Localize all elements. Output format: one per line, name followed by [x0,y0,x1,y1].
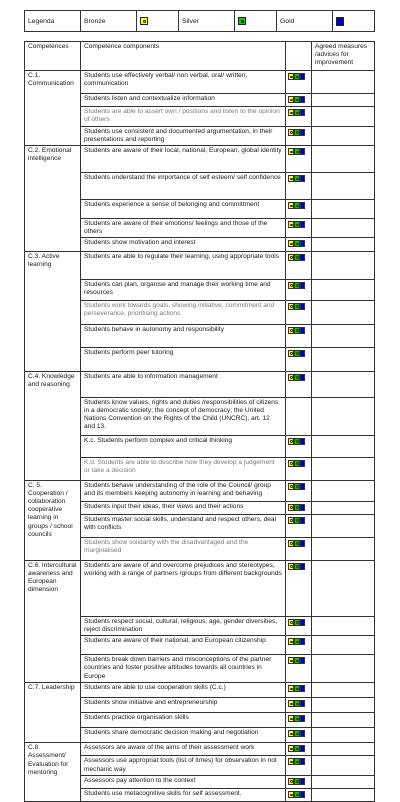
level-marker-icon[interactable] [288,148,305,155]
component-row: Students respect social, cultural, religious, age, gender diversities, reject discrimination [81,616,286,635]
measures-cell[interactable] [312,616,375,635]
level-marker-icon[interactable] [288,657,305,664]
competence-c6: C.6. Intercultural awareness and European dimension [25,560,81,682]
silver-marker-icon [238,17,246,25]
measures-cell[interactable] [312,251,375,279]
level-marker-icon[interactable] [288,715,305,722]
level-marker-icon[interactable] [288,460,305,467]
measures-cell[interactable] [312,457,375,480]
legend-gold-label: Gold [277,11,333,32]
component-row: Students are aware of their emotions/ feelings and those of the others [81,219,286,238]
level-marker-icon[interactable] [288,240,305,247]
component-row: Students behave understanding of the role of the Council/ group and its members keeping autonomy in learning and behaving [81,480,286,501]
component-row: Students show motivation and interest [81,238,286,251]
level-marker-icon[interactable] [288,73,305,80]
measures-cell[interactable] [312,347,375,371]
level-marker-icon[interactable] [288,700,305,707]
measures-cell[interactable] [312,501,375,514]
component-row: Students listen and contextualize information [81,94,286,107]
component-row: Students use consistent and documented argumentation, in their presentations and reporting [81,126,286,145]
measures-cell[interactable] [312,200,375,219]
level-marker-icon[interactable] [288,778,305,785]
component-row: Students are aware of their local, national, European, global identity [81,146,286,173]
level-marker-icon[interactable] [288,254,305,261]
component-row: K.c. Students perform complex and critical thinking [81,435,286,457]
measures-cell[interactable] [312,94,375,107]
level-marker-icon[interactable] [288,517,305,524]
legend-table [24,10,375,32]
component-row: Students are aware of their national, and European citizenship [81,636,286,655]
measures-cell[interactable] [312,789,375,802]
level-marker-icon[interactable] [288,327,305,334]
component-row: Students use metacognitive skills for self assessment. [81,789,286,802]
level-marker-icon[interactable] [288,619,305,626]
level-marker-icon[interactable] [288,129,305,136]
level-marker-icon[interactable] [288,685,305,692]
measures-cell[interactable] [312,107,375,126]
component-row: Students master social skills, understand and respect others, deal with conflicts [81,514,286,537]
measures-cell[interactable] [312,655,375,683]
component-row: Assessors pay attention to the context [81,775,286,788]
component-row: Students share democratic decision making and negotiation [81,728,286,743]
measures-cell[interactable] [312,636,375,655]
gold-marker-icon [336,17,344,26]
measures-cell[interactable] [312,300,375,324]
component-row: Students experience a sense of belonging and committment [81,200,286,219]
measures-cell[interactable] [312,397,375,435]
level-marker-icon[interactable] [288,109,305,116]
measures-cell[interactable] [312,324,375,347]
component-row: Students are aware of and overcome prejudices and stereotypes, working with a range of partners /groups from different backgrounds [81,560,286,616]
level-marker-icon[interactable] [288,282,305,289]
legend-silver-label: Silver [179,11,235,32]
component-row: Students work towards goals, showing initiative, commitment and perseverance, prioritising actions [81,300,286,324]
competence-table [24,41,375,802]
bronze-marker-icon [140,17,148,25]
component-row: Students behave in autonomy and responsibility [81,324,286,347]
level-marker-icon[interactable] [288,758,305,765]
component-row: Students are able to use cooperation skills (C.c.) [81,683,286,698]
level-marker-icon[interactable] [288,202,305,209]
measures-cell[interactable] [312,219,375,238]
competence-c2: C.2. Emotional intelligence [25,146,81,252]
competence-c3: C.3. Active learning [25,251,81,371]
header-measures: Agreed measures /advices for improvement [312,42,375,71]
measures-cell[interactable] [312,683,375,698]
component-row: K.d. Students are able to describe how they develop a judgement or take a decision [81,457,286,480]
measures-cell[interactable] [312,279,375,300]
component-row: Students show solidarity with the disadvantaged and the marginalised [81,537,286,560]
measures-cell[interactable] [312,238,375,251]
measures-cell[interactable] [312,756,375,775]
measures-cell[interactable] [312,537,375,560]
component-row: Students perform peer tutoring [81,347,286,371]
component-row: Students understand the importance of self esteem/ self confidence [81,173,286,200]
level-marker-icon[interactable] [288,638,305,645]
level-marker-icon[interactable] [288,374,305,381]
measures-cell[interactable] [312,480,375,501]
level-marker-icon[interactable] [288,438,305,445]
component-row: Students are able to assert own / positions and listen to the opinion of others [81,107,286,126]
level-marker-icon[interactable] [288,483,305,490]
measures-cell[interactable] [312,728,375,743]
component-row: Students are able to regulate their learning, using appropriate tools [81,251,286,279]
measures-cell[interactable] [312,713,375,728]
level-marker-icon[interactable] [288,221,305,228]
measures-cell[interactable] [312,173,375,200]
level-marker-icon[interactable] [288,303,305,310]
legend-label: Legenda [25,11,81,32]
level-marker-icon[interactable] [288,563,305,570]
component-row: Students can plan, organise and manage their working time and resources [81,279,286,300]
competence-c5: C. 5. Cooperation / collaboration cooperative learning in groups / school councils [25,480,81,560]
competence-c8: C.8. Assessment/ Evaluation for mentoring [25,743,81,802]
component-row: Students input their ideas, their views and their actions [81,501,286,514]
measures-cell[interactable] [312,71,375,94]
competence-c1: C.1. Communication [25,71,81,146]
level-marker-icon[interactable] [288,540,305,547]
component-row: Assessors are aware of the aims of their assessment work [81,743,286,756]
measures-cell[interactable] [312,371,375,397]
level-marker-icon[interactable] [288,96,305,103]
component-row: Students know values, rights and duties /responsibilities of citizens in a democratic society; the concept of democracy; the United Nations Convention on the Rights of the Child (UNCRC), art. 12 and 13. [81,397,286,435]
level-marker-icon[interactable] [288,350,305,357]
measures-cell[interactable] [312,775,375,788]
competence-c4: C.4. Knowledge and reasoning [25,371,81,480]
level-marker-icon[interactable] [288,730,305,737]
component-row: Students break down barriers and misconceptions of the partner countries and foster positive attitudes towards all countries in Europe [81,655,286,683]
header-components: Competence components [81,42,286,71]
component-row: Students are able to information management [81,371,286,397]
measures-cell[interactable] [312,126,375,145]
level-marker-icon[interactable] [288,791,305,798]
measures-cell[interactable] [312,698,375,713]
component-row: Assessors use appropriat tools (list of itmes) for observation in not mechanic way [81,756,286,775]
level-marker-icon[interactable] [288,745,305,752]
measures-cell[interactable] [312,146,375,173]
header-marker [286,42,312,71]
competence-c7: C.7. Leadership [25,683,81,743]
component-row: Students practice organisation skills [81,713,286,728]
level-marker-icon[interactable] [288,175,305,182]
component-row: Students show initiative and entrepreneurship [81,698,286,713]
measures-cell[interactable] [312,514,375,537]
legend-bronze-label: Bronze [81,11,137,32]
measures-cell[interactable] [312,435,375,457]
header-competences: Competences [25,42,81,71]
level-marker-icon[interactable] [288,504,305,511]
measures-cell[interactable] [312,743,375,756]
measures-cell[interactable] [312,560,375,616]
component-row: Students use effectively verbal/ non verbal, oral/ written, communication [81,71,286,94]
